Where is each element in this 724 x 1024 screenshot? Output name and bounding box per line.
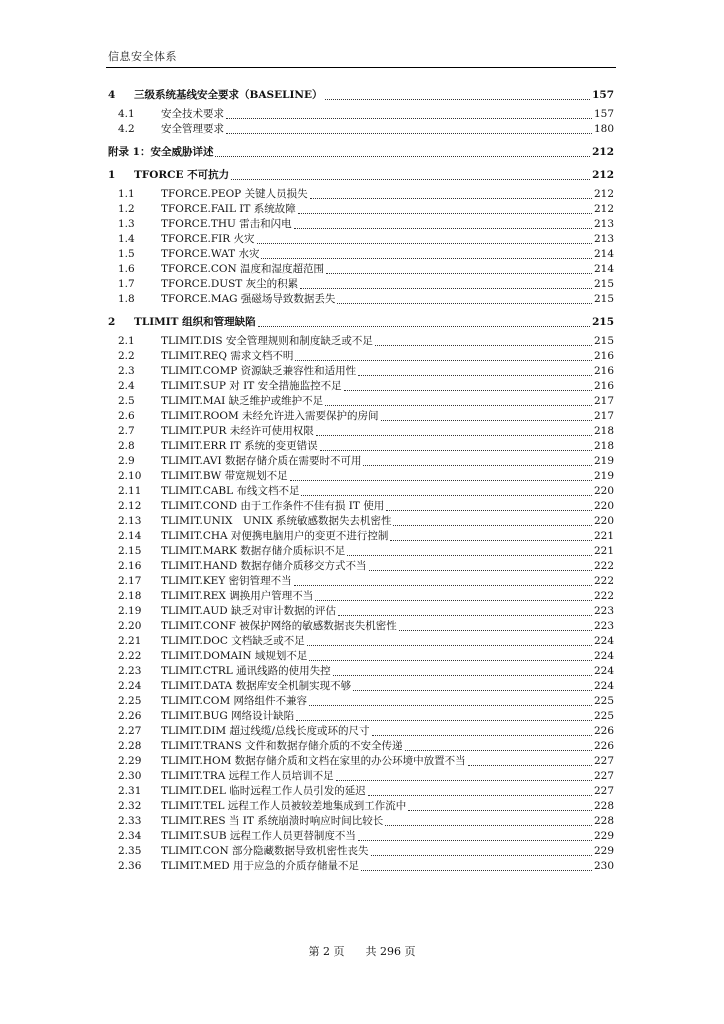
dot-leader: [301, 495, 591, 496]
toc-entry-title: 安全管理要求: [161, 123, 224, 135]
toc-entry-number: 2.29: [118, 755, 142, 767]
toc-entry[interactable]: [108, 724, 614, 739]
toc-heading[interactable]: [108, 88, 614, 103]
toc-entry-number: 2.27: [118, 725, 142, 737]
toc-entry-page: 224: [593, 680, 614, 692]
toc-entry-page: 213: [593, 233, 614, 245]
toc-entry-page: 216: [593, 380, 614, 392]
toc-entry[interactable]: [108, 349, 614, 364]
toc-heading[interactable]: [108, 168, 614, 183]
toc-entry-title: TLIMIT.DOMAIN 域规划不足: [161, 650, 308, 662]
toc-entry-number: 2.7: [118, 425, 135, 437]
toc-entry-number: 2.21: [118, 635, 142, 647]
toc-entry-title: TLIMIT.DIM 超过线缆/总线长度或环的尺寸: [161, 725, 370, 737]
toc-entry[interactable]: [108, 604, 614, 619]
dot-leader: [315, 600, 592, 601]
toc-entry-page: 214: [593, 248, 614, 260]
toc-entry-title: TLIMIT.SUP 对 IT 安全措施监控不足: [161, 380, 342, 392]
toc-entry-title: TLIMIT.ROOM 未经允许进入需要保护的房间: [161, 410, 379, 422]
toc-entry[interactable]: [108, 439, 614, 454]
toc-entry-title: TLIMIT.TEL 远程工作人员被较差地集成到工作流中: [161, 800, 407, 812]
toc-entry[interactable]: [108, 334, 614, 349]
toc-heading[interactable]: [108, 145, 614, 160]
toc-entry-page: 214: [593, 263, 614, 275]
toc-heading-page: 215: [592, 316, 614, 328]
toc-entry[interactable]: [108, 409, 614, 424]
dot-leader: [385, 825, 592, 826]
dot-leader: [325, 99, 591, 100]
toc-entry-number: 2.33: [118, 815, 142, 827]
dot-leader: [375, 345, 592, 346]
toc-entry-title: TLIMIT.COM 网络组件不兼容: [161, 695, 308, 707]
toc-heading-number: 1: [108, 169, 116, 181]
toc-entry[interactable]: [108, 559, 614, 574]
toc-entry-title: TLIMIT.DIS 安全管理规则和制度缺乏或不足: [161, 335, 373, 347]
toc-entry[interactable]: [108, 247, 614, 262]
toc-entry[interactable]: [108, 709, 614, 724]
toc-entry-title: TLIMIT.MED 用于应急的介质存储量不足: [161, 860, 359, 872]
toc-heading-number: 4: [108, 89, 116, 101]
toc-entry[interactable]: [108, 859, 614, 874]
toc-entry-title: TLIMIT.COND 由于工作条件不佳有损 IT 使用: [161, 500, 385, 512]
dot-leader: [298, 213, 592, 214]
toc-entry-page: 226: [593, 740, 614, 752]
toc-entry-page: 157: [593, 108, 614, 120]
toc-entry-page: 228: [593, 815, 614, 827]
toc-entry-number: 2.18: [118, 590, 142, 602]
toc-entry-number: 2.14: [118, 530, 142, 542]
toc-entry-page: 215: [593, 293, 614, 305]
toc-entry[interactable]: [108, 122, 614, 137]
toc-entry-number: 2.36: [118, 860, 142, 872]
toc-entry[interactable]: [108, 589, 614, 604]
dot-leader: [468, 765, 592, 766]
toc-entry-page: 219: [593, 470, 614, 482]
toc-entry-title: TLIMIT.KEY 密钥管理不当: [161, 575, 292, 587]
toc-entry[interactable]: [108, 454, 614, 469]
toc-heading-page: 212: [592, 146, 614, 158]
toc-entry-number: 2.23: [118, 665, 142, 677]
toc-entry-title: TFORCE.MAG 强磁场导致数据丢失: [161, 293, 336, 305]
toc-heading-page: 157: [592, 89, 614, 101]
current-page-label: 第 2 页: [308, 945, 345, 958]
dot-leader: [295, 360, 592, 361]
toc-entry-title: TLIMIT.REQ 需求文档不明: [161, 350, 294, 362]
toc-entry-page: 224: [593, 665, 614, 677]
toc-entry-page: 223: [593, 620, 614, 632]
toc-entry-page: 220: [593, 515, 614, 527]
toc-entry-title: TLIMIT.DEL 临时远程工作人员引发的延迟: [161, 785, 366, 797]
table-of-contents: [108, 88, 614, 874]
dot-leader: [336, 780, 592, 781]
toc-entry-title: TFORCE.THU 雷击和闪电: [161, 218, 292, 230]
toc-entry-title: TLIMIT.COMP 资源缺乏兼容性和适用性: [161, 365, 357, 377]
toc-entry-page: 222: [593, 590, 614, 602]
dot-leader: [310, 198, 592, 199]
running-header: 信息安全体系: [108, 50, 177, 63]
toc-entry-page: 213: [593, 218, 614, 230]
toc-entry-title: TLIMIT.DATA 数据库安全机制实现不够: [161, 680, 352, 692]
toc-entry[interactable]: [108, 619, 614, 634]
toc-heading-title: TFORCE 不可抗力: [134, 169, 230, 181]
dot-leader: [309, 705, 592, 706]
toc-entry-page: 217: [593, 395, 614, 407]
dot-leader: [368, 795, 592, 796]
toc-entry-number: 1.8: [118, 293, 135, 305]
toc-entry-number: 2.20: [118, 620, 142, 632]
toc-entry-number: 2.6: [118, 410, 135, 422]
toc-entry[interactable]: [108, 364, 614, 379]
dot-leader: [294, 585, 592, 586]
toc-entry-title: TLIMIT.CTRL 通讯线路的使用失控: [161, 665, 331, 677]
dot-leader: [316, 435, 592, 436]
toc-entry[interactable]: [108, 544, 614, 559]
dot-leader: [231, 179, 590, 180]
toc-entry-number: 2.19: [118, 605, 142, 617]
toc-entry[interactable]: [108, 187, 614, 202]
toc-entry[interactable]: [108, 469, 614, 484]
toc-entry-title: TFORCE.FIR 火灾: [161, 233, 255, 245]
toc-entry-title: TLIMIT.DOC 文档缺乏或不足: [161, 635, 305, 647]
toc-entry-number: 1.1: [118, 188, 135, 200]
total-pages-label: 共 296 页: [365, 945, 416, 958]
dot-leader: [261, 258, 591, 259]
toc-entry-number: 2.25: [118, 695, 142, 707]
toc-entry-title: TLIMIT.ERR IT 系统的变更错误: [161, 440, 318, 452]
toc-entry-page: 224: [593, 650, 614, 662]
toc-entry-page: 212: [593, 188, 614, 200]
toc-entry-title: TLIMIT.PUR 未经许可使用权限: [161, 425, 314, 437]
toc-entry-number: 2.9: [118, 455, 135, 467]
dot-leader: [358, 375, 592, 376]
toc-entry-number: 1.7: [118, 278, 135, 290]
toc-entry-page: 225: [593, 695, 614, 707]
toc-entry[interactable]: [108, 844, 614, 859]
toc-entry[interactable]: [108, 277, 614, 292]
toc-heading-title: TLIMIT 组织和管理缺陷: [134, 316, 256, 328]
toc-entry-number: 4.1: [118, 108, 135, 120]
toc-entry-page: 215: [593, 335, 614, 347]
toc-entry-page: 227: [593, 755, 614, 767]
toc-entry-number: 2.2: [118, 350, 135, 362]
dot-leader: [333, 675, 592, 676]
toc-entry[interactable]: [108, 217, 614, 232]
toc-entry-title: TFORCE.DUST 灰尘的积累: [161, 278, 299, 290]
toc-entry-number: 2.31: [118, 785, 142, 797]
toc-entry-number: 2.24: [118, 680, 142, 692]
toc-entry-number: 4.2: [118, 123, 135, 135]
toc-entry-number: 2.5: [118, 395, 135, 407]
toc-entry[interactable]: [108, 814, 614, 829]
toc-entry-number: 2.22: [118, 650, 142, 662]
toc-entry-number: 2.30: [118, 770, 142, 782]
toc-heading-title: 三级系统基线安全要求（BASELINE）: [134, 89, 323, 101]
dot-leader: [325, 405, 592, 406]
dot-leader: [338, 615, 592, 616]
toc-entry-title: TLIMIT.CONF 被保护网络的敏感数据丧失机密性: [161, 620, 397, 632]
dot-leader: [358, 840, 592, 841]
dot-leader: [344, 390, 592, 391]
toc-entry-number: 1.3: [118, 218, 135, 230]
dot-leader: [369, 570, 592, 571]
toc-entry[interactable]: [108, 262, 614, 277]
dot-leader: [309, 660, 592, 661]
toc-entry-number: 2.28: [118, 740, 142, 752]
toc-entry-number: 2.4: [118, 380, 135, 392]
toc-entry-title: TFORCE.CON 温度和湿度超范围: [161, 263, 325, 275]
toc-entry[interactable]: [108, 769, 614, 784]
toc-entry-page: 219: [593, 455, 614, 467]
toc-entry-title: TLIMIT.AUD 缺乏对审计数据的评估: [161, 605, 337, 617]
toc-entry-page: 225: [593, 710, 614, 722]
toc-entry-number: 2.16: [118, 560, 142, 572]
toc-entry-page: 212: [593, 203, 614, 215]
toc-entry-title: TLIMIT.CABL 布线文档不足: [161, 485, 300, 497]
toc-entry-title: TLIMIT.REX 调换用户管理不当: [161, 590, 314, 602]
toc-entry-page: 222: [593, 560, 614, 572]
toc-entry-number: 1.6: [118, 263, 135, 275]
toc-entry-page: 218: [593, 440, 614, 452]
toc-entry-title: TFORCE.FAIL IT 系统故障: [161, 203, 296, 215]
toc-entry[interactable]: [108, 394, 614, 409]
toc-entry-page: 230: [593, 860, 614, 872]
page-footer: [0, 943, 724, 959]
toc-entry[interactable]: [108, 574, 614, 589]
toc-entry-page: 229: [593, 830, 614, 842]
toc-entry-page: 228: [593, 800, 614, 812]
toc-entry[interactable]: [108, 799, 614, 814]
toc-entry-title: TFORCE.WAT 水灾: [161, 248, 260, 260]
toc-entry-page: 215: [593, 278, 614, 290]
toc-entry[interactable]: [108, 107, 614, 122]
toc-entry-number: 2.34: [118, 830, 142, 842]
dot-leader: [226, 118, 592, 119]
dot-leader: [258, 326, 590, 327]
dot-leader: [257, 243, 592, 244]
dot-leader: [361, 870, 592, 871]
dot-leader: [408, 810, 592, 811]
dot-leader: [226, 133, 592, 134]
toc-entry[interactable]: [108, 664, 614, 679]
dot-leader: [363, 465, 592, 466]
toc-entry-page: 229: [593, 845, 614, 857]
toc-entry-page: 218: [593, 425, 614, 437]
toc-entry[interactable]: [108, 232, 614, 247]
header-rule: [106, 67, 616, 68]
toc-entry-page: 227: [593, 770, 614, 782]
toc-heading-title: 附录 1：安全威胁详述: [108, 146, 214, 158]
dot-leader: [307, 645, 592, 646]
toc-entry-title: TLIMIT.TRA 远程工作人员培训不足: [161, 770, 334, 782]
toc-entry-page: 220: [593, 485, 614, 497]
toc-entry[interactable]: [108, 424, 614, 439]
dot-leader: [347, 555, 592, 556]
toc-entry-page: 217: [593, 410, 614, 422]
toc-entry[interactable]: [108, 529, 614, 544]
toc-entry-number: 2.10: [118, 470, 142, 482]
toc-entry[interactable]: [108, 634, 614, 649]
toc-entry-number: 2.26: [118, 710, 142, 722]
toc-entry-number: 1.5: [118, 248, 135, 260]
dot-leader: [393, 525, 591, 526]
toc-entry-number: 2.12: [118, 500, 142, 512]
toc-entry-page: 222: [593, 575, 614, 587]
toc-entry-number: 1.2: [118, 203, 135, 215]
toc-entry-number: 2.8: [118, 440, 135, 452]
toc-entry-title: TLIMIT.BUG 网络设计缺陷: [161, 710, 295, 722]
dot-leader: [215, 156, 590, 157]
toc-entry[interactable]: [108, 649, 614, 664]
toc-entry-number: 2.1: [118, 335, 135, 347]
toc-entry-page: 180: [593, 123, 614, 135]
toc-entry-title: TLIMIT.AVI 数据存储介质在需要时不可用: [161, 455, 362, 467]
toc-entry-title: TLIMIT.TRANS 文件和数据存储介质的不安全传递: [161, 740, 403, 752]
dot-leader: [300, 288, 592, 289]
toc-entry-number: 2.17: [118, 575, 142, 587]
toc-entry-page: 216: [593, 365, 614, 377]
toc-entry[interactable]: [108, 784, 614, 799]
toc-entry-title: TLIMIT.BW 带宽规划不足: [161, 470, 288, 482]
toc-entry-number: 2.35: [118, 845, 142, 857]
toc-entry-title: TLIMIT.RES 当 IT 系统崩溃时响应时间比较长: [161, 815, 384, 827]
toc-entry-title: TLIMIT.CHA 对便携电脑用户的变更不进行控制: [161, 530, 389, 542]
dot-leader: [390, 540, 592, 541]
toc-heading-page: 212: [592, 169, 614, 181]
dot-leader: [290, 480, 592, 481]
toc-entry-title: TLIMIT.HAND 数据存储介质移交方式不当: [161, 560, 367, 572]
toc-entry-number: 1.4: [118, 233, 135, 245]
toc-entry[interactable]: [108, 514, 614, 529]
dot-leader: [371, 855, 592, 856]
dot-leader: [296, 720, 592, 721]
toc-entry-title: TLIMIT.MAI 缺乏维护或维护不足: [161, 395, 324, 407]
toc-entry[interactable]: [108, 829, 614, 844]
toc-entry-number: 2.11: [118, 485, 142, 497]
dot-leader: [386, 510, 592, 511]
toc-entry[interactable]: [108, 292, 614, 307]
toc-heading[interactable]: [108, 315, 614, 330]
toc-entry[interactable]: [108, 379, 614, 394]
toc-entry-page: 226: [593, 725, 614, 737]
toc-entry[interactable]: [108, 499, 614, 514]
toc-entry-title: TLIMIT.HOM 数据存储介质和文档在家里的办公环境中放置不当: [161, 755, 466, 767]
toc-entry[interactable]: [108, 679, 614, 694]
toc-entry-page: 220: [593, 500, 614, 512]
dot-leader: [294, 228, 592, 229]
toc-entry[interactable]: [108, 694, 614, 709]
dot-leader: [326, 273, 592, 274]
toc-entry[interactable]: [108, 202, 614, 217]
toc-entry-number: 2.15: [118, 545, 142, 557]
toc-entry-page: 223: [593, 605, 614, 617]
toc-entry-title: TLIMIT.UNIX UNIX 系统敏感数据失去机密性: [161, 515, 392, 527]
toc-entry[interactable]: [108, 754, 614, 769]
dot-leader: [320, 450, 592, 451]
dot-leader: [337, 303, 592, 304]
toc-entry-title: TLIMIT.SUB 远程工作人员更替制度不当: [161, 830, 356, 842]
dot-leader: [381, 420, 592, 421]
dot-leader: [372, 735, 592, 736]
toc-entry-page: 224: [593, 635, 614, 647]
toc-entry-page: 216: [593, 350, 614, 362]
toc-entry-title: TFORCE.PEOP 关键人员损失: [161, 188, 308, 200]
toc-entry-number: 2.32: [118, 800, 142, 812]
toc-entry-page: 221: [593, 530, 614, 542]
toc-entry-title: TLIMIT.CON 部分隐藏数据导致机密性丧失: [161, 845, 369, 857]
toc-entry-page: 227: [593, 785, 614, 797]
toc-heading-number: 2: [108, 316, 116, 328]
toc-entry-number: 2.3: [118, 365, 135, 377]
dot-leader: [405, 750, 592, 751]
toc-entry-title: 安全技术要求: [161, 108, 224, 120]
toc-entry[interactable]: [108, 484, 614, 499]
dot-leader: [399, 630, 592, 631]
dot-leader: [353, 690, 592, 691]
toc-entry-number: 2.13: [118, 515, 142, 527]
toc-entry-title: TLIMIT.MARK 数据存储介质标识不足: [161, 545, 346, 557]
toc-entry[interactable]: [108, 739, 614, 754]
toc-entry-page: 221: [593, 545, 614, 557]
